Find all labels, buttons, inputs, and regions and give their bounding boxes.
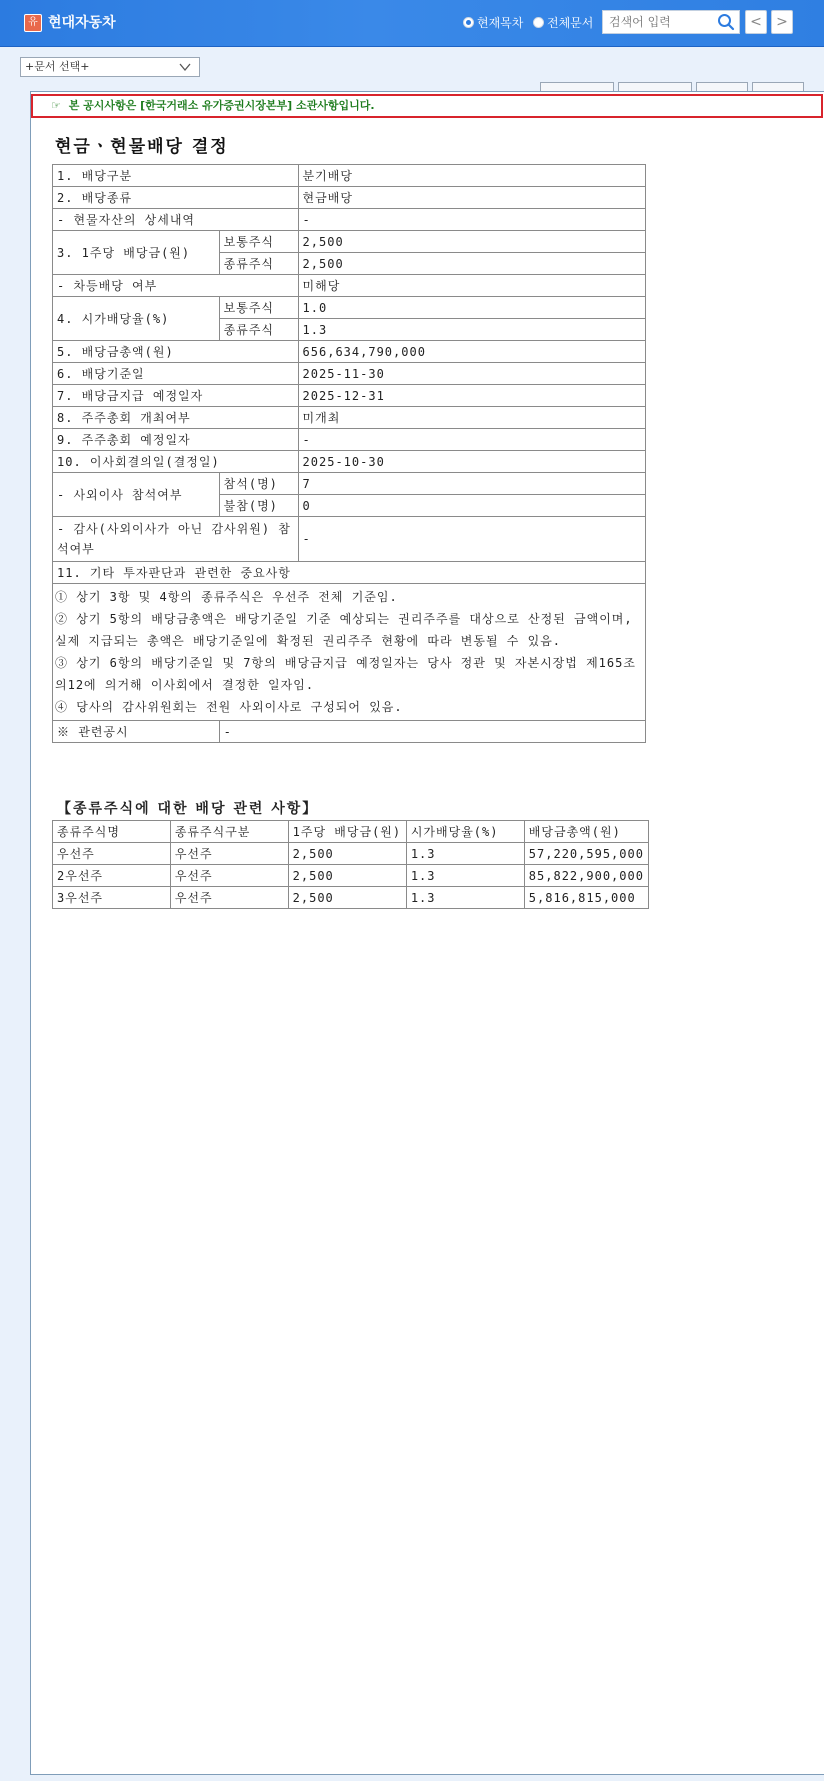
notice-text: 본 공시사항은 [한국거래소 유가증권시장본부] 소관사항입니다. bbox=[68, 99, 375, 112]
document-select[interactable] bbox=[20, 57, 200, 77]
row-label: - 차등배당 여부 bbox=[53, 275, 299, 297]
table-row bbox=[53, 209, 646, 231]
page-title: 현금ㆍ현물배당 결정 bbox=[55, 137, 229, 157]
document-select-value: +문서 선택+ bbox=[25, 60, 90, 73]
table-header-row bbox=[53, 821, 649, 843]
table-cell: 우선주 bbox=[170, 843, 288, 865]
company-name: 현대자동차 bbox=[48, 15, 116, 31]
table-cell: 2,500 bbox=[288, 887, 406, 909]
prev-result-button[interactable]: < bbox=[745, 10, 767, 34]
top-bar bbox=[0, 0, 824, 47]
radio-current-label: 현재목차 bbox=[477, 16, 524, 30]
radio-unchecked-icon[interactable] bbox=[533, 17, 544, 28]
next-result-button[interactable]: > bbox=[771, 10, 793, 34]
table-cell: 2,500 bbox=[288, 843, 406, 865]
table-cell: 우선주 bbox=[53, 843, 171, 865]
row-label: 4. 시가배당율(%) bbox=[53, 297, 220, 341]
row-value: 2025-10-30 bbox=[298, 451, 645, 473]
row-value: 미해당 bbox=[298, 275, 645, 297]
table-row bbox=[53, 843, 649, 865]
chevron-down-icon bbox=[179, 61, 191, 73]
table-row bbox=[53, 429, 646, 451]
note-line: ③ 상기 6항의 배당기준일 및 7항의 배당금지급 예정일자는 당사 정관 및 자본시장법 제165조의12에 의거해 이사회에서 결정한 일자임. bbox=[55, 656, 636, 692]
table-cell: 우선주 bbox=[170, 887, 288, 909]
row-value: 7 bbox=[298, 473, 645, 495]
table-cell: 2우선주 bbox=[53, 865, 171, 887]
notes-cell bbox=[53, 584, 646, 721]
column-header: 배당금총액(원) bbox=[524, 821, 648, 843]
table-cell: 85,822,900,000 bbox=[524, 865, 648, 887]
row-value: - bbox=[219, 721, 645, 743]
table-row bbox=[53, 721, 646, 743]
table-cell: 2,500 bbox=[288, 865, 406, 887]
column-header: 1주당 배당금(원) bbox=[288, 821, 406, 843]
radio-all-label: 전체문서 bbox=[547, 16, 594, 30]
table-cell: 1.3 bbox=[406, 865, 524, 887]
row-value: 2025-12-31 bbox=[298, 385, 645, 407]
row-sublabel: 참석(명) bbox=[219, 473, 298, 495]
column-header: 시가배당율(%) bbox=[406, 821, 524, 843]
row-label: 10. 이사회결의일(결정일) bbox=[53, 451, 299, 473]
row-value: - bbox=[298, 429, 645, 451]
row-label: - 현물자산의 상세내역 bbox=[53, 209, 299, 231]
table-row bbox=[53, 297, 646, 319]
row-value: 0 bbox=[298, 495, 645, 517]
row-value: 2025-11-30 bbox=[298, 363, 645, 385]
table-row bbox=[53, 887, 649, 909]
notice-banner bbox=[31, 94, 823, 118]
row-value: 미개최 bbox=[298, 407, 645, 429]
column-header: 종류주식명 bbox=[53, 821, 171, 843]
table-row bbox=[53, 451, 646, 473]
table-row bbox=[53, 473, 646, 495]
table-cell: 57,220,595,000 bbox=[524, 843, 648, 865]
table-cell: 1.3 bbox=[406, 887, 524, 909]
row-label: 11. 기타 투자판단과 관련한 중요사항 bbox=[53, 562, 646, 584]
table-cell: 우선주 bbox=[170, 865, 288, 887]
row-label: 8. 주주총회 개최여부 bbox=[53, 407, 299, 429]
row-label: 2. 배당종류 bbox=[53, 187, 299, 209]
table-row bbox=[53, 407, 646, 429]
table-row bbox=[53, 517, 646, 562]
table-row bbox=[53, 385, 646, 407]
row-sublabel: 보통주식 bbox=[219, 231, 298, 253]
row-value: - bbox=[298, 209, 645, 231]
row-label: 5. 배당금총액(원) bbox=[53, 341, 299, 363]
note-line: ④ 당사의 감사위원회는 전원 사외이사로 구성되어 있음. bbox=[55, 700, 403, 714]
row-label: 6. 배당기준일 bbox=[53, 363, 299, 385]
search-box[interactable] bbox=[602, 10, 740, 34]
table-row bbox=[53, 341, 646, 363]
table-row bbox=[53, 187, 646, 209]
row-label: - 감사(사외이사가 아닌 감사위원) 참석여부 bbox=[53, 517, 299, 562]
column-header: 종류주식구분 bbox=[170, 821, 288, 843]
radio-current-toc[interactable] bbox=[463, 14, 523, 31]
row-label: 7. 배당금지급 예정일자 bbox=[53, 385, 299, 407]
table-cell: 1.3 bbox=[406, 843, 524, 865]
table-cell: 5,816,815,000 bbox=[524, 887, 648, 909]
search-input[interactable] bbox=[609, 13, 709, 31]
table-row bbox=[53, 584, 646, 721]
row-value: 분기배당 bbox=[298, 165, 645, 187]
radio-all-docs[interactable] bbox=[533, 14, 593, 31]
row-value: 2,500 bbox=[298, 253, 645, 275]
table-cell: 3우선주 bbox=[53, 887, 171, 909]
sub-section-title: 【종류주식에 대한 배당 관련 사항】 bbox=[57, 801, 319, 817]
row-label: 1. 배당구분 bbox=[53, 165, 299, 187]
row-sublabel: 불참(명) bbox=[219, 495, 298, 517]
row-sublabel: 종류주식 bbox=[219, 253, 298, 275]
radio-checked-icon[interactable] bbox=[463, 17, 474, 28]
document-viewer bbox=[30, 91, 824, 1775]
row-value: 현금배당 bbox=[298, 187, 645, 209]
search-icon[interactable] bbox=[717, 13, 735, 31]
note-line: ② 상기 5항의 배당금총액은 배당기준일 기준 예상되는 권리주주를 대상으로 산정된 금액이며, 실제 지급되는 총액은 배당기준일에 확정된 권리주주 현황에 따라 변동될 수 있음. bbox=[55, 612, 633, 648]
row-label: 3. 1주당 배당금(원) bbox=[53, 231, 220, 275]
table-row bbox=[53, 363, 646, 385]
preferred-stock-table bbox=[52, 820, 649, 909]
table-row bbox=[53, 562, 646, 584]
company-logo-icon: 유 bbox=[24, 14, 42, 32]
row-sublabel: 보통주식 bbox=[219, 297, 298, 319]
dividend-table bbox=[52, 164, 646, 743]
pointing-hand-icon: ☞ bbox=[51, 99, 61, 112]
row-value: 1.0 bbox=[298, 297, 645, 319]
note-line: ① 상기 3항 및 4항의 종류주식은 우선주 전체 기준임. bbox=[55, 590, 398, 604]
row-label: 9. 주주총회 예정일자 bbox=[53, 429, 299, 451]
row-value: 2,500 bbox=[298, 231, 645, 253]
row-value: 656,634,790,000 bbox=[298, 341, 645, 363]
table-row bbox=[53, 865, 649, 887]
row-label: - 사외이사 참석여부 bbox=[53, 473, 220, 517]
table-row bbox=[53, 165, 646, 187]
row-value: - bbox=[298, 517, 645, 562]
table-row bbox=[53, 231, 646, 253]
table-row bbox=[53, 275, 646, 297]
row-value: 1.3 bbox=[298, 319, 645, 341]
row-sublabel: 종류주식 bbox=[219, 319, 298, 341]
row-label: ※ 관련공시 bbox=[53, 721, 220, 743]
